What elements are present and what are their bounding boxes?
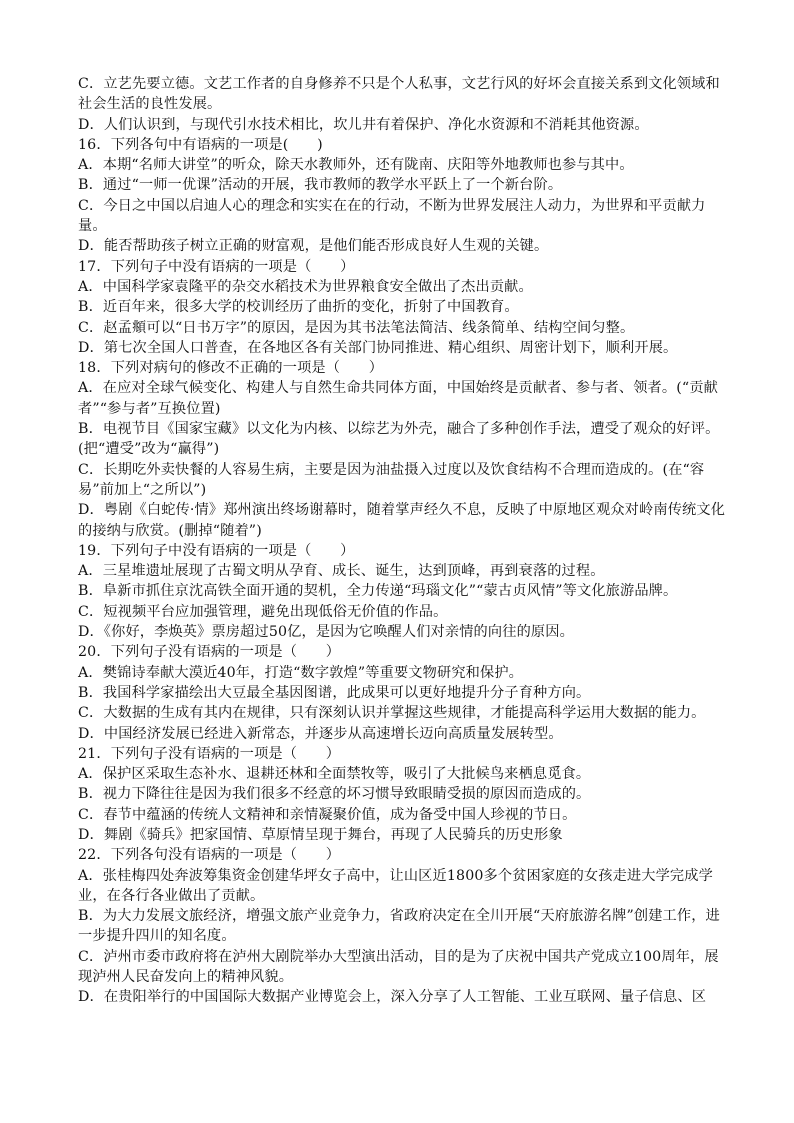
question-16-option-b: B．通过“一师一优课”活动的开展，我市教师的教学水平跃上了一个新台阶。 [78,177,563,194]
question-19-option-b: B．阜新市抓住京沈高铁全面开通的契机，全力传递“玛瑙文化”“蒙古贞风情”等文化旅游品牌。 [78,583,678,600]
question-18-option-b: B．电视节目《国家宝藏》以文化为内核、以综艺为外壳，融合了多种创作手法，遭受了观众的好评。(把“遭受”改为“赢得”) [78,421,720,458]
question-21-option-b: B．视力下降往往是因为我们很多不经意的坏习惯导致眼睛受损的原因而造成的。 [78,786,591,803]
question-17-option-a: A．中国科学家袁隆平的杂交水稻技术为世界粮食安全做出了杰出贡献。 [78,278,533,295]
question-19-option-d: D．《你好，李焕英》票房超过50亿，是因为它唤醒人们对亲情的向往的原因。 [78,624,574,641]
question-17-option-d: D．第七次全国人口普查，在各地区各有关部门协同推进、精心组织、周密计划下，顺利开展。 [78,339,678,356]
question-16-stem: 16．下列各句中有语病的一项是( ) [78,136,323,153]
question-21-stem: 21．下列句子没有语病的一项是（ ） [78,745,341,762]
question-22-option-b: B．为大力发展文旅经济，增强文旅产业竞争力，省政府决定在全川开展“天府旅游名牌”创建工作，进一步提升四川的知名度。 [78,908,720,945]
question-20-option-c: C．大数据的生成有其内在规律，只有深刻认识并掌握这些规律，才能提高科学运用大数据的能力。 [78,705,706,722]
option-d-line: D．人们认识到，与现代引水技术相比，坎儿井有着保护、净化水资源和不消耗其他资源。 [78,116,649,133]
question-22-option-d: D．在贵阳举行的中国国际大数据产业博览会上，深入分享了人工智能、工业互联网、量子信息、区 [78,989,707,1006]
question-20-option-b: B．我国科学家描绘出大豆最全基因图谱，此成果可以更好地提升分子育种方向。 [78,684,591,701]
document-page [78,74,730,1008]
question-16-option-d: D．能否帮助孩子树立正确的财富观，是他们能否形成良好人生观的关键。 [78,238,549,255]
question-20-stem: 20．下列句子没有语病的一项是（ ） [78,644,341,661]
question-19-option-c: C．短视频平台应加强管理，避免出现低俗无价值的作品。 [78,603,448,620]
question-17-option-b: B．近百年来，很多大学的校训经历了曲折的变化，折射了中国教育。 [78,299,519,316]
question-20-option-a: A．樊锦诗奉献大漠近40年，打造“数字敦煌”等重要文物研究和保护。 [78,664,524,681]
question-22-option-a: A．张桂梅四处奔波筹集资金创建华坪女子高中，让山区近1800多个贫困家庭的女孩走进大学完成学业，在各行各业做出了贡献。 [78,867,713,904]
question-18-stem: 18．下列对病句的修改不正确的一项是（ ） [78,360,384,377]
question-22-option-c: C．泸州市委市政府将在泸州大剧院举办大型演出活动，目的是为了庆祝中国共产党成立100周年，展现泸州人民奋发向上的精神风貌。 [78,948,719,986]
question-18-option-c: C．长期吃外卖快餐的人容易生病，主要是因为油盐摄入过度以及饮食结构不合理而造成的。(在“容易”前加上“之所以”) [78,461,705,498]
question-19-option-a: A．三星堆遗址展现了古蜀文明从孕育、成长、诞生，达到顶峰，再到衰落的过程。 [78,563,605,580]
question-18-option-d: D．粤剧《白蛇传·情》郑州演出终场谢幕时，随着掌声经久不息，反映了中原地区观众对岭南传统文化的接纳与欣赏。(删掉“随着”) [78,502,726,539]
option-c-line: C．立艺先要立德。文艺工作者的自身修养不只是个人私事，文艺行风的好坏会直接关系到文化领域和社会生活的良性发展。 [78,76,720,113]
question-18-option-a: A．在应对全球气候变化、构建人与自然生命共同体方面，中国始终是贡献者、参与者、领者。(“贡献者”“参与者”互换位置) [78,380,718,417]
question-19-stem: 19．下列句子中没有语病的一项是（ ） [78,542,355,559]
question-17-stem: 17．下列句子中没有语病的一项是（ ） [78,258,355,275]
question-21-option-c: C．春节中蕴涵的传统人文精神和亲情凝聚价值，成为备受中国人珍视的节日。 [78,806,577,823]
question-20-option-d: D．中国经济发展已经进入新常态，并逐步从高速增长迈向高质量发展转型。 [78,725,563,742]
question-17-option-c: C．赵孟頫可以“日书万字”的原因，是因为其书法笔法简洁、线条简单、结构空间匀整。 [78,319,635,336]
question-21-option-a: A．保护区采取生态补水、退耕还林和全面禁牧等，吸引了大批候鸟来栖息觅食。 [78,766,591,783]
question-22-stem: 22．下列各句没有语病的一项是（ ） [78,847,341,864]
question-21-option-d: D．舞剧《骑兵》把家国情、草原情呈现于舞台，再现了人民骑兵的历史形象 [78,826,563,843]
question-16-option-a: A．本期“名师大讲堂”的听众，除天水教师外，还有陇南、庆阳等外地教师也参与其中。 [78,157,634,174]
question-16-option-c: C．今日之中国以启迪人心的理念和实实在在的行动，不断为世界发展注人动力，为世界和平贡献力量。 [78,197,706,235]
